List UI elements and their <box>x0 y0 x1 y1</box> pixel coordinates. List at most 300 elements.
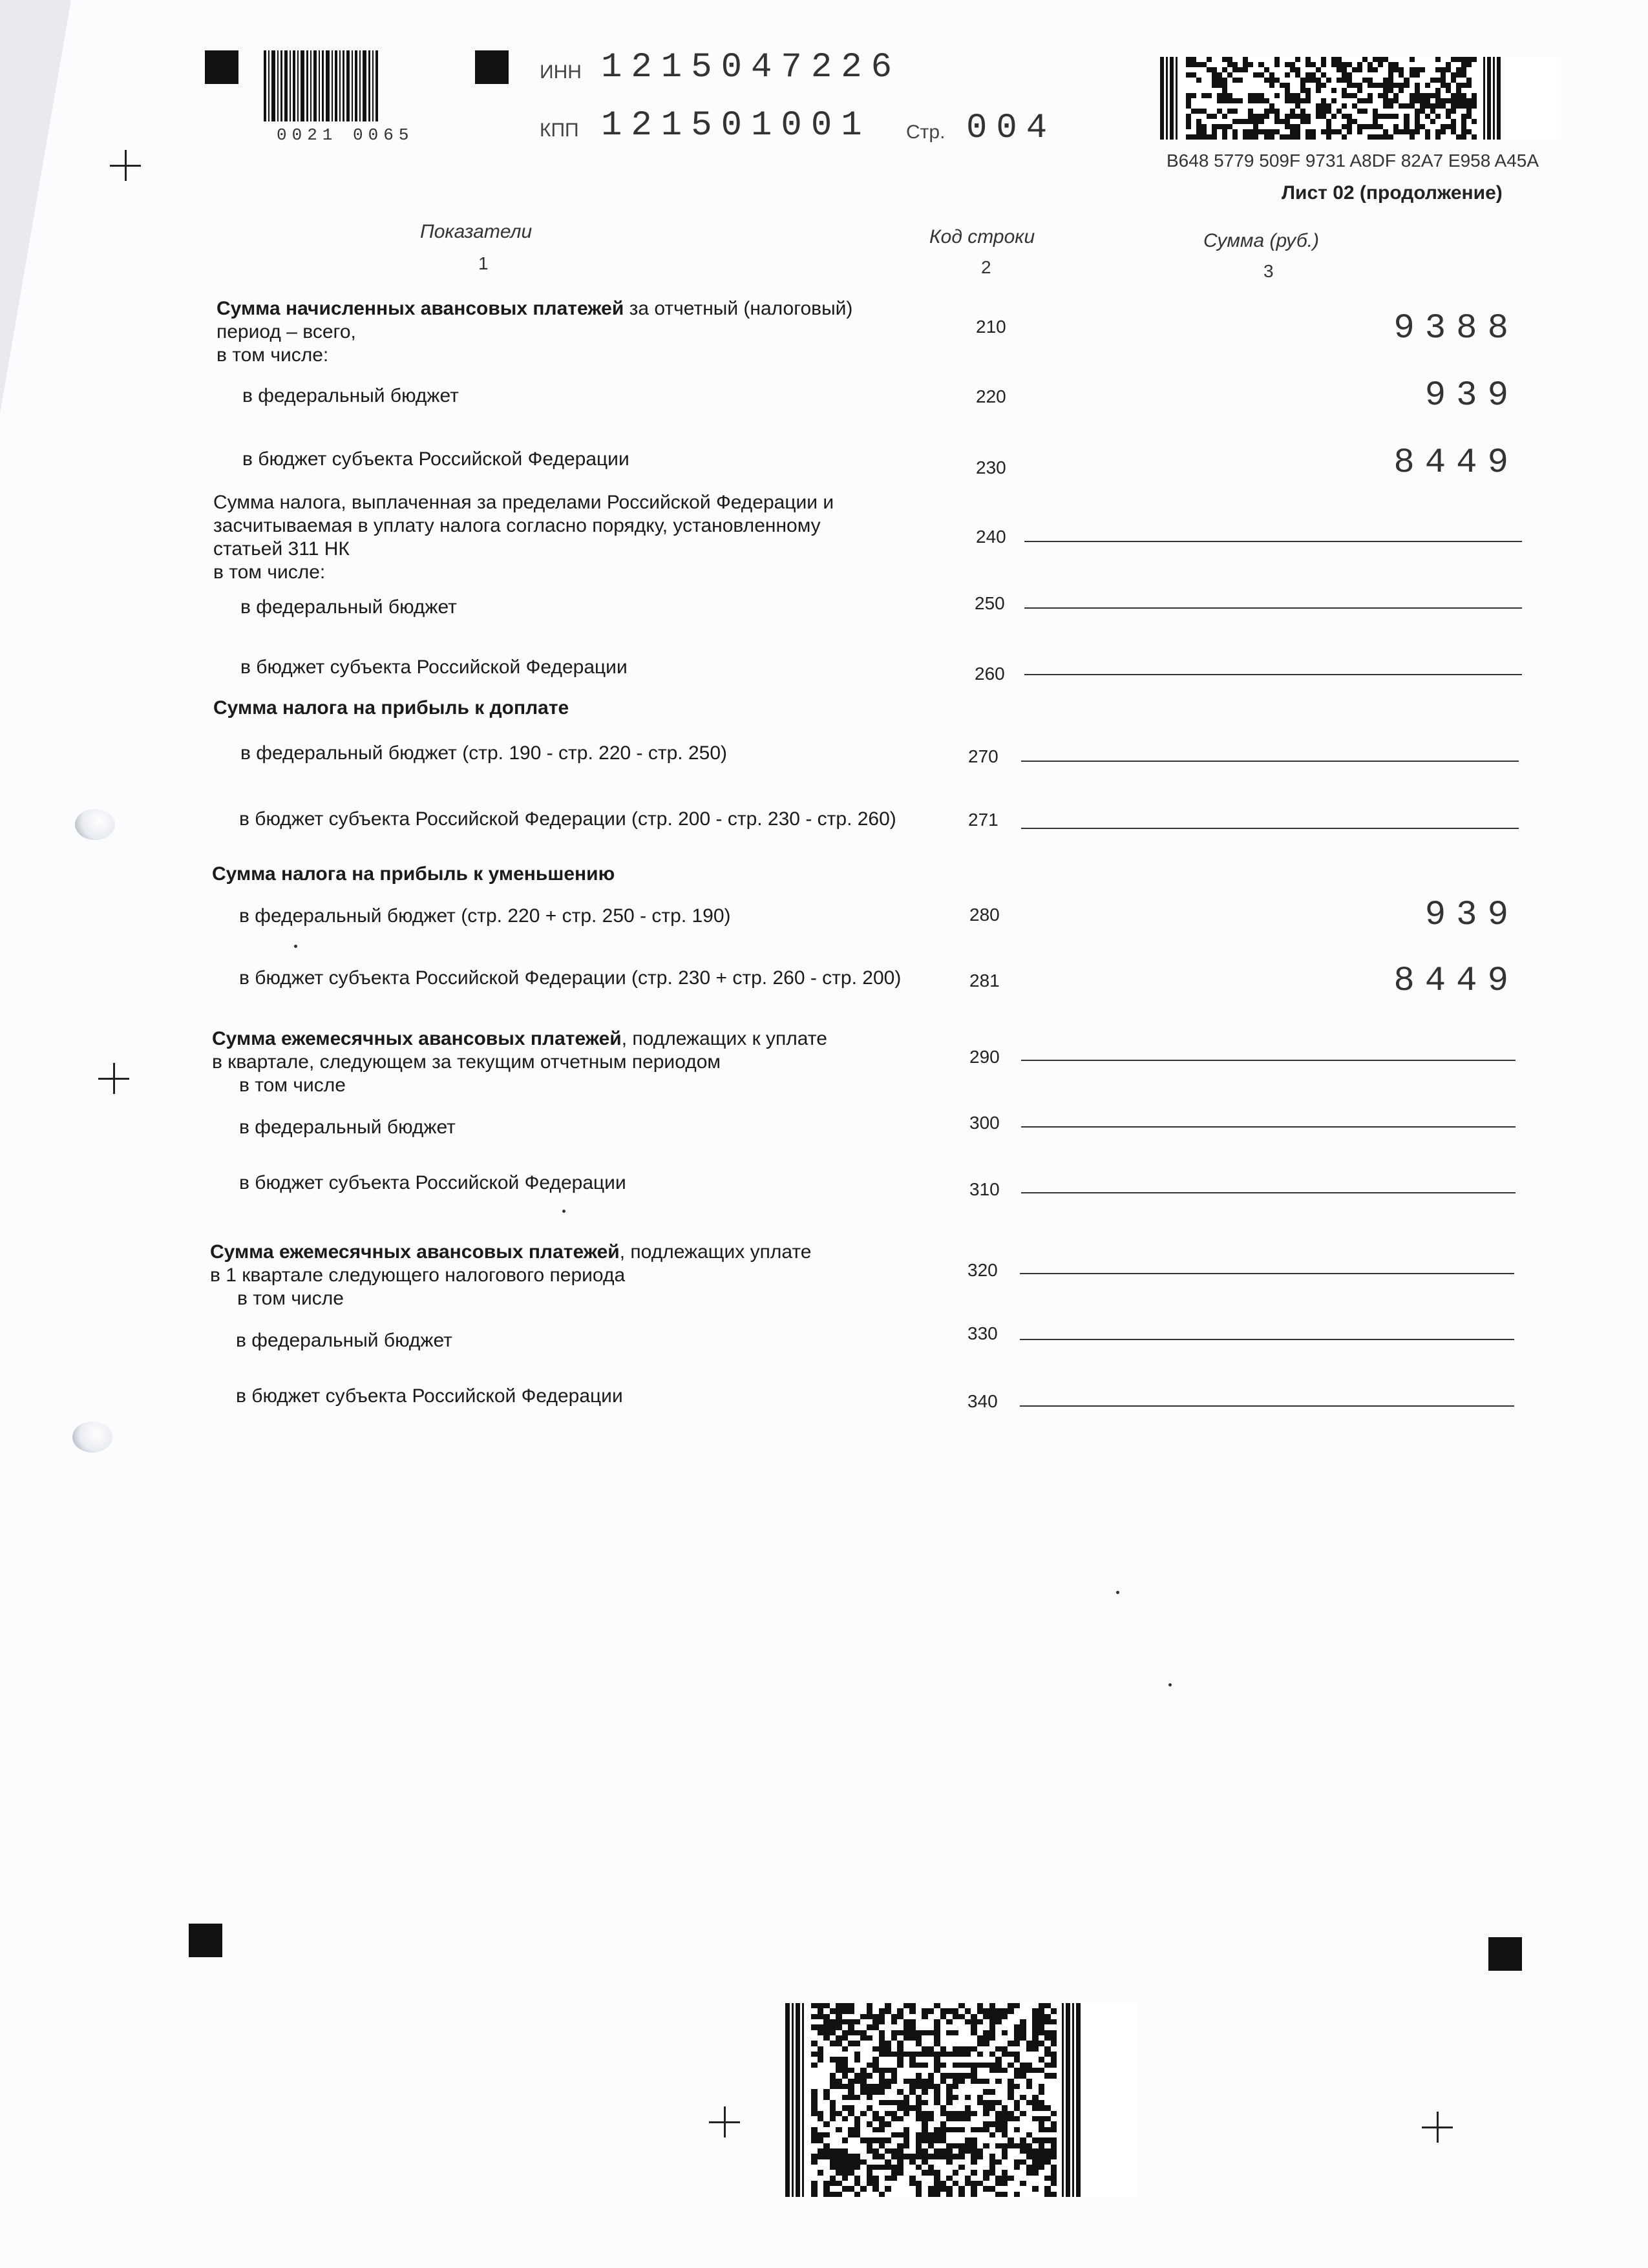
row-210-value[interactable]: 9388 <box>1393 309 1519 348</box>
barcode-module <box>830 2159 836 2165</box>
barcode-module <box>909 2159 916 2165</box>
barcode-module <box>1051 2068 1057 2073</box>
barcode-module <box>1342 67 1347 72</box>
barcode-module <box>1274 57 1280 62</box>
barcode-module <box>867 2095 873 2100</box>
barcode-module <box>1196 67 1201 72</box>
barcode-module <box>1222 114 1227 119</box>
barcode-module <box>1388 124 1393 129</box>
barcode-module <box>1342 78 1347 83</box>
barcode-module <box>1186 129 1191 134</box>
barcode-module <box>1002 2079 1008 2084</box>
barcode-module <box>1032 2030 1039 2035</box>
barcode-module <box>1039 2176 1045 2181</box>
barcode-module <box>1316 78 1321 83</box>
barcode-module <box>995 2111 1002 2116</box>
barcode-module <box>1295 129 1300 134</box>
barcode-module <box>1362 134 1368 140</box>
barcode-module <box>928 2089 935 2094</box>
barcode-module <box>854 2003 861 2008</box>
barcode-module <box>1441 134 1446 140</box>
page-label: Стр. <box>906 121 945 143</box>
barcode-module <box>989 2137 996 2143</box>
barcode-module <box>1311 129 1316 134</box>
barcode-module <box>946 2100 953 2105</box>
barcode-module <box>934 2079 940 2084</box>
barcode-module <box>848 2024 854 2030</box>
barcode-module <box>1044 2165 1051 2170</box>
barcode-module <box>1222 67 1227 72</box>
barcode-module <box>1253 62 1258 67</box>
barcode-module <box>848 2116 854 2121</box>
barcode-module <box>842 2014 849 2019</box>
barcode-module <box>953 2052 959 2057</box>
barcode-module <box>1217 119 1222 124</box>
barcode-module <box>867 2181 873 2186</box>
barcode-module <box>1008 2024 1014 2030</box>
barcode-module <box>1002 2095 1008 2100</box>
barcode-module <box>830 2176 836 2181</box>
barcode-module <box>1326 67 1331 72</box>
barcode-module <box>1342 103 1347 109</box>
barcode-module <box>916 2079 922 2084</box>
barcode-module <box>842 2057 849 2062</box>
barcode-module <box>818 2192 824 2197</box>
barcode-module <box>1051 2089 1057 2094</box>
barcode-module <box>1020 2019 1026 2024</box>
barcode-module <box>1321 98 1326 103</box>
barcode-module <box>1020 2068 1026 2073</box>
barcode-module <box>1410 62 1415 67</box>
barcode-module <box>1362 98 1368 103</box>
barcode-module <box>928 2137 935 2143</box>
barcode-module <box>903 2041 910 2046</box>
barcode-module <box>891 2035 898 2041</box>
barcode-module <box>1425 57 1430 62</box>
barcode-module <box>1410 98 1415 103</box>
barcode-module <box>867 2003 873 2008</box>
barcode-module <box>971 2105 977 2110</box>
barcode-module <box>891 2181 898 2186</box>
barcode-module <box>1026 2057 1033 2062</box>
barcode-module <box>1290 88 1295 93</box>
barcode-module <box>1316 129 1321 134</box>
barcode-module <box>1274 72 1280 78</box>
barcode-module <box>1232 62 1238 67</box>
barcode-module <box>1020 2148 1026 2154</box>
barcode-module <box>848 2154 854 2159</box>
barcode-module <box>953 2181 959 2186</box>
barcode-module <box>1326 88 1331 93</box>
barcode-module <box>872 2148 879 2154</box>
row-270-value-line[interactable] <box>1021 761 1519 762</box>
barcode-module <box>989 2030 996 2035</box>
barcode-module <box>1311 88 1316 93</box>
barcode-module <box>953 2084 959 2089</box>
barcode-module <box>916 2003 922 2008</box>
barcode-module <box>916 2176 922 2181</box>
barcode-module <box>958 2035 965 2041</box>
barcode-module <box>934 2121 940 2126</box>
barcode-module <box>867 2132 873 2137</box>
barcode-module <box>823 2176 830 2181</box>
barcode-module <box>811 2003 818 2008</box>
barcode-module <box>1435 57 1441 62</box>
barcode-module <box>1051 2008 1057 2013</box>
barcode-module <box>1039 2079 1045 2084</box>
barcode-module <box>872 2068 879 2073</box>
page-number: 004 <box>966 109 1057 148</box>
barcode-module <box>1222 78 1227 83</box>
barcode-module <box>823 2008 830 2013</box>
barcode-module <box>1008 2089 1014 2094</box>
barcode-module <box>940 2024 947 2030</box>
barcode-module <box>1399 109 1404 114</box>
barcode-module <box>867 2137 873 2143</box>
barcode-module <box>1326 119 1331 124</box>
barcode-module <box>1258 72 1263 78</box>
barcode-module <box>971 2176 977 2181</box>
punch-hole <box>72 1422 112 1453</box>
barcode-module <box>983 2073 989 2078</box>
barcode-module <box>1451 114 1456 119</box>
barcode-module <box>1300 124 1305 129</box>
row-220-value[interactable]: 939 <box>1424 376 1519 415</box>
barcode-module <box>1446 57 1451 62</box>
barcode-module <box>940 2014 947 2019</box>
barcode-module <box>1352 88 1357 93</box>
barcode-module <box>897 2035 903 2041</box>
barcode-module <box>928 2105 935 2110</box>
barcode-module <box>1331 93 1336 98</box>
barcode-module <box>946 2148 953 2154</box>
barcode-module <box>1222 83 1227 88</box>
barcode-module <box>1269 98 1274 103</box>
barcode-module <box>818 2014 824 2019</box>
section-heading-reduction: Сумма налога на прибыль к уменьшению <box>212 863 615 885</box>
barcode-module <box>1026 2159 1033 2165</box>
barcode-module <box>922 2068 928 2073</box>
barcode-module <box>879 2057 885 2062</box>
barcode-module <box>1461 103 1466 109</box>
barcode-module <box>1020 2132 1026 2137</box>
barcode-module <box>989 2019 996 2024</box>
barcode-module <box>1378 109 1383 114</box>
barcode-module <box>1039 2052 1045 2057</box>
barcode-module <box>811 2095 818 2100</box>
barcode-module <box>1311 62 1316 67</box>
barcode-module <box>867 2148 873 2154</box>
barcode-module <box>1404 103 1409 109</box>
barcode-module <box>1472 103 1477 109</box>
barcode-module <box>1039 2121 1045 2126</box>
barcode-module <box>818 2030 824 2035</box>
barcode-module <box>1020 2186 1026 2191</box>
barcode-module <box>1032 2089 1039 2094</box>
barcode-module <box>1014 2019 1020 2024</box>
barcode-module <box>1425 93 1430 98</box>
barcode-module <box>1430 114 1435 119</box>
barcode-module <box>1472 98 1477 103</box>
barcode-module <box>934 2143 940 2148</box>
barcode-module <box>1311 109 1316 114</box>
barcode-module <box>818 2148 824 2154</box>
barcode-module <box>885 2105 891 2110</box>
barcode-module <box>885 2024 891 2030</box>
barcode-module <box>1191 78 1196 83</box>
barcode-module <box>1368 129 1373 134</box>
barcode-module <box>1212 114 1217 119</box>
barcode-module <box>1026 2127 1033 2132</box>
barcode-module <box>1227 98 1232 103</box>
barcode-module <box>1238 109 1243 114</box>
barcode-module <box>946 2046 953 2052</box>
barcode-module <box>1039 2132 1045 2137</box>
barcode-module <box>1014 2030 1020 2035</box>
barcode-module <box>848 2165 854 2170</box>
barcode-module <box>989 2121 996 2126</box>
row-320-value-line[interactable] <box>1020 1273 1514 1274</box>
row-230-value[interactable]: 8449 <box>1393 443 1519 483</box>
barcode-module <box>953 2165 959 2170</box>
barcode-module <box>958 2079 965 2084</box>
barcode-module <box>983 2159 989 2165</box>
barcode-module <box>1238 78 1243 83</box>
barcode-module <box>953 2116 959 2121</box>
barcode-module <box>848 2003 854 2008</box>
barcode-module <box>1002 2159 1008 2165</box>
barcode-module <box>989 2024 996 2030</box>
barcode-module <box>1044 2014 1051 2019</box>
barcode-module <box>1039 2186 1045 2191</box>
barcode-module <box>1280 109 1285 114</box>
barcode-module <box>1300 109 1305 114</box>
barcode-module <box>903 2105 910 2110</box>
barcode-module <box>811 2154 818 2159</box>
barcode-module <box>909 2089 916 2094</box>
barcode-module <box>983 2127 989 2132</box>
row-280-value[interactable]: 939 <box>1424 896 1519 935</box>
barcode-module <box>885 2041 891 2046</box>
barcode-module <box>909 2030 916 2035</box>
barcode-module <box>1383 83 1388 88</box>
barcode-module <box>1441 62 1446 67</box>
barcode-module <box>891 2095 898 2100</box>
barcode-module <box>958 2186 965 2191</box>
barcode-module <box>953 2030 959 2035</box>
barcode-module <box>836 2073 842 2078</box>
barcode-module <box>1020 2035 1026 2041</box>
row-290-value-line[interactable] <box>1021 1060 1516 1061</box>
barcode-module <box>1425 119 1430 124</box>
barcode-module <box>1232 124 1238 129</box>
barcode-module <box>1285 129 1290 134</box>
barcode-module <box>958 2063 965 2068</box>
barcode-module <box>1186 134 1191 140</box>
barcode-module <box>836 2057 842 2062</box>
barcode-module <box>1186 93 1191 98</box>
barcode-module <box>1238 124 1243 129</box>
barcode-module <box>1362 93 1368 98</box>
barcode-module <box>1305 72 1311 78</box>
barcode-module <box>946 2052 953 2057</box>
barcode-module <box>860 2127 867 2132</box>
barcode-module <box>983 2137 989 2143</box>
barcode-module <box>1290 93 1295 98</box>
barcode-module <box>872 2030 879 2035</box>
barcode-module <box>1020 2024 1026 2030</box>
barcode-module <box>1191 57 1196 62</box>
barcode-module <box>965 2181 971 2186</box>
barcode-module <box>989 2063 996 2068</box>
barcode-module <box>811 2035 818 2041</box>
barcode-module <box>1383 119 1388 124</box>
barcode-module <box>940 2154 947 2159</box>
barcode-module <box>1051 2132 1057 2137</box>
row-300-value-line[interactable] <box>1021 1126 1516 1128</box>
barcode-module <box>1342 83 1347 88</box>
barcode-module <box>1044 2008 1051 2013</box>
barcode-module <box>940 2008 947 2013</box>
barcode-module <box>965 2186 971 2191</box>
barcode-module <box>1201 83 1207 88</box>
barcode-module <box>1378 67 1383 72</box>
barcode-module <box>1051 2137 1057 2143</box>
barcode-module <box>940 2035 947 2041</box>
barcode-module <box>830 2192 836 2197</box>
barcode-module <box>1331 83 1336 88</box>
barcode-module <box>848 2035 854 2041</box>
barcode-module <box>1285 114 1290 119</box>
barcode-module <box>909 2008 916 2013</box>
barcode-module <box>916 2132 922 2137</box>
barcode-module <box>818 2041 824 2046</box>
barcode-number: 0021 0065 <box>277 125 414 145</box>
barcode-module <box>1217 103 1222 109</box>
barcode-module <box>879 2063 885 2068</box>
barcode-module <box>1430 98 1435 103</box>
barcode-module <box>1456 109 1461 114</box>
barcode-module <box>1051 2024 1057 2030</box>
row-250-value-line[interactable] <box>1024 607 1522 609</box>
barcode-module <box>995 2165 1002 2170</box>
barcode-module <box>1368 114 1373 119</box>
barcode-module <box>1253 98 1258 103</box>
barcode-module <box>842 2052 849 2057</box>
barcode-module <box>1222 134 1227 140</box>
barcode-module <box>1014 2024 1020 2030</box>
row-271-value-line[interactable] <box>1021 828 1519 829</box>
barcode-module <box>1032 2035 1039 2041</box>
barcode-module <box>1466 88 1472 93</box>
barcode-module <box>916 2116 922 2121</box>
barcode-module <box>1002 2127 1008 2132</box>
barcode-module <box>1044 2181 1051 2186</box>
barcode-module <box>897 2019 903 2024</box>
barcode-module <box>1295 62 1300 67</box>
barcode-module <box>977 2165 984 2170</box>
barcode-module <box>965 2154 971 2159</box>
barcode-module <box>1352 109 1357 114</box>
barcode-module <box>1451 129 1456 134</box>
barcode-module <box>854 2159 861 2165</box>
barcode-module <box>879 2121 885 2126</box>
barcode-module <box>958 2046 965 2052</box>
barcode-module <box>860 2176 867 2181</box>
barcode-module <box>1456 129 1461 134</box>
barcode-module <box>897 2127 903 2132</box>
barcode-module <box>1032 2008 1039 2013</box>
barcode-module <box>1207 103 1212 109</box>
alignment-marker <box>1488 1937 1522 1971</box>
barcode-module <box>922 2127 928 2132</box>
barcode-module <box>867 2014 873 2019</box>
barcode-module <box>1002 2105 1008 2110</box>
barcode-module <box>916 2165 922 2170</box>
barcode-module <box>1207 72 1212 78</box>
barcode-module <box>1044 2030 1051 2035</box>
barcode-module <box>1404 72 1409 78</box>
barcode-module <box>1051 2052 1057 2057</box>
barcode-module <box>1039 2030 1045 2035</box>
barcode-module <box>971 2165 977 2170</box>
barcode-module <box>1014 2063 1020 2068</box>
barcode-module <box>1051 2095 1057 2100</box>
barcode-module <box>1020 2121 1026 2126</box>
row-240-value-line[interactable] <box>1024 541 1522 542</box>
barcode-module <box>977 2003 984 2008</box>
barcode-module <box>1373 134 1378 140</box>
barcode-module <box>1253 119 1258 124</box>
barcode-module <box>1207 114 1212 119</box>
row-340-value-line[interactable] <box>1020 1405 1514 1407</box>
barcode-module <box>891 2003 898 2008</box>
barcode-module <box>953 2073 959 2078</box>
barcode-module <box>836 2079 842 2084</box>
barcode-module <box>1368 124 1373 129</box>
barcode-module <box>958 2052 965 2057</box>
barcode-module <box>836 2176 842 2181</box>
barcode-module <box>928 2024 935 2030</box>
barcode-module <box>823 2127 830 2132</box>
barcode-module <box>854 2073 861 2078</box>
barcode-module <box>1321 72 1326 78</box>
barcode-module <box>1002 2132 1008 2137</box>
barcode-module <box>848 2148 854 2154</box>
barcode-module <box>1044 2019 1051 2024</box>
row-320-code: 320 <box>967 1260 998 1280</box>
barcode-module <box>867 2030 873 2035</box>
barcode-module <box>995 2057 1002 2062</box>
row-260-value-line[interactable] <box>1024 674 1522 675</box>
barcode-module <box>971 2181 977 2186</box>
barcode-module <box>1362 119 1368 124</box>
barcode-module <box>1039 2105 1045 2110</box>
barcode-module <box>1388 88 1393 93</box>
row-281-value[interactable]: 8449 <box>1393 961 1519 1001</box>
row-310-value-line[interactable] <box>1021 1192 1516 1193</box>
row-330-value-line[interactable] <box>1020 1339 1514 1340</box>
barcode-module <box>1435 83 1441 88</box>
barcode-module <box>1248 109 1253 114</box>
barcode-module <box>1305 83 1311 88</box>
barcode-module <box>977 2079 984 2084</box>
barcode-module <box>1051 2148 1057 2154</box>
barcode-module <box>872 2176 879 2181</box>
barcode-module <box>934 2014 940 2019</box>
barcode-module <box>1196 114 1201 119</box>
barcode-module <box>965 2008 971 2013</box>
